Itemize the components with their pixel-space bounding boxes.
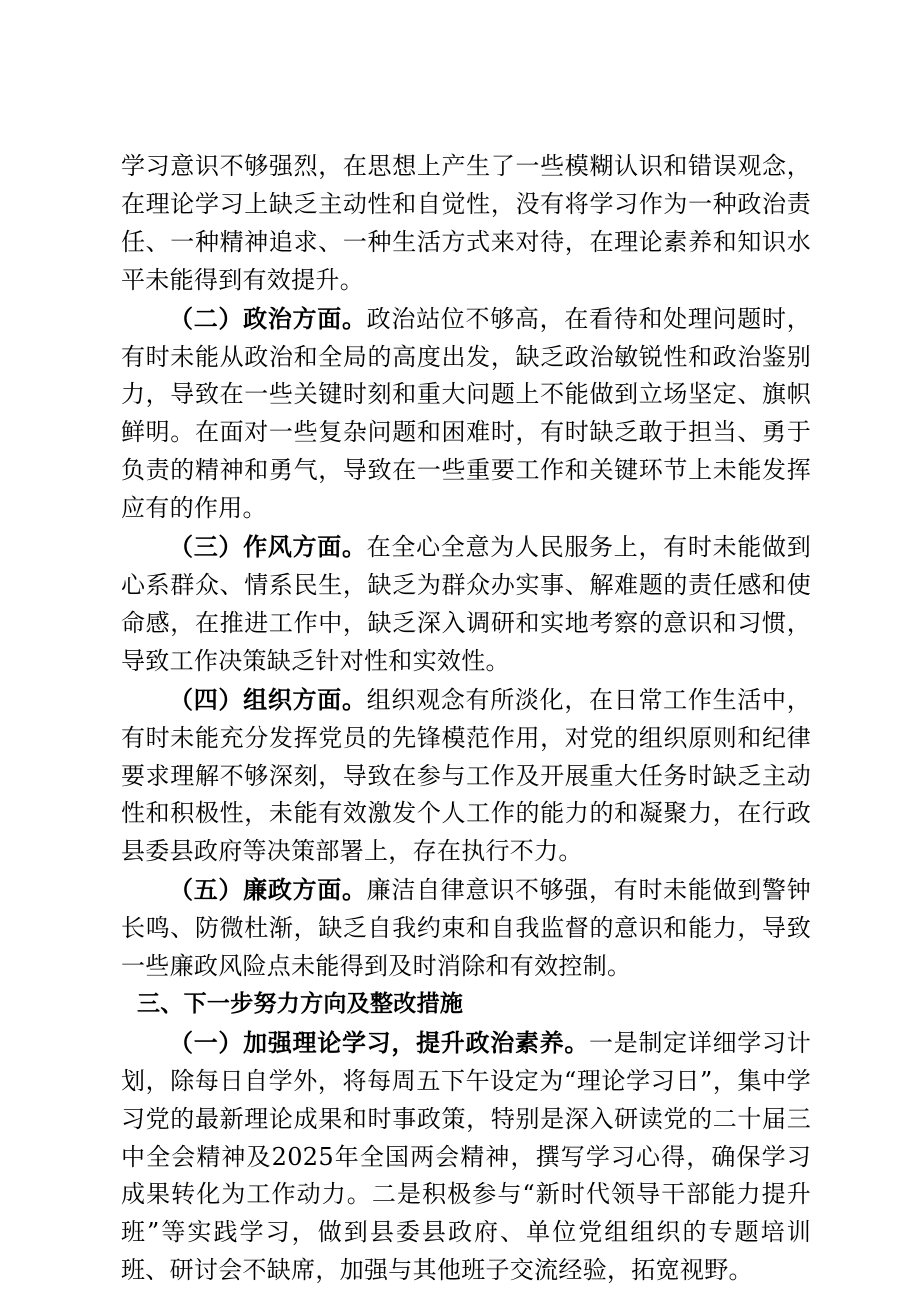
paragraph-text: 政治站位不够高，在看待和处理问题时，有时未能从政治和全局的高度出发，缺乏政治敏锐性和政治鉴别力，导致在一些关键时刻和重大问题上不能做到立场坚定、旗帜鲜明。在面对一些复杂问题和困难时，有时缺乏敢于担当、勇于负责的精神和勇气，导致在一些重要工作和关键环节上未能发挥应有的作用。 (121, 304, 811, 523)
paragraph-text: 在全心全意为人民服务上，有时未能做到心系群众、情系民生，缺乏为群众办实事、解难题的责任感和使命感，在推进工作中，缺乏深入调研和实地考察的意识和习惯，导致工作决策缺乏针对性和实效性。 (121, 533, 811, 675)
paragraph-political (121, 300, 811, 528)
paragraph-lead: （四）组织方面。 (169, 684, 367, 714)
paragraph-lead: （五）廉政方面。 (169, 875, 367, 905)
paragraph-integrity (121, 871, 811, 986)
document-page (121, 148, 811, 1290)
paragraph-lead: （三）作风方面。 (169, 532, 367, 562)
paragraph-text: 组织观念有所淡化，在日常工作生活中，有时未能充分发挥党员的先锋模范作用，对党的组织原则和纪律要求理解不够深刻，导致在参与工作及开展重大任务时缺乏主动性和积极性，未能有效激发个人工作的能力的和凝聚力，在行政县委县政府等决策部署上，存在执行不力。 (121, 685, 811, 866)
paragraph-organization (121, 681, 811, 872)
paragraph-text: 学习意识不够强烈，在思想上产生了一些模糊认识和错误观念，在理论学习上缺乏主动性和自觉性，没有将学习作为一种政治责任、一种精神追求、一种生活方式来对待，在理论素养和知识水平未能得到有效提升。 (121, 152, 811, 294)
paragraph-theory-study (121, 1024, 811, 1290)
paragraph-lead: （二）政治方面。 (169, 303, 367, 333)
section-heading: 三、下一步努力方向及整改措施 (137, 990, 464, 1017)
paragraph-work-style (121, 528, 811, 681)
paragraph-study-awareness (121, 148, 811, 300)
paragraph-text: 廉洁自律意识不够强，有时未能做到警钟长鸣、防微杜渐，缺乏自我约束和自我监督的意识和能力，导致一些廉政风险点未能得到及时消除和有效控制。 (121, 876, 811, 981)
paragraph-text: 一是制定详细学习计划，除每日自学外，将每周五下午设定为“理论学习日”，集中学习党的最新理论成果和时事政策，特别是深入研读党的二十届三中全会精神及2025年全国两会精神，撰写学习心得，确保学习成果转化为工作动力。二是积极参与“新时代领导干部能力提升班”等实践学习，做到县委县政府、单位党组组织的专题培训班、研讨会不缺席，加强与其他班子交流经验，拓宽视野。 (121, 1028, 811, 1285)
paragraph-lead: （一）加强理论学习，提升政治素养。 (169, 1027, 590, 1057)
